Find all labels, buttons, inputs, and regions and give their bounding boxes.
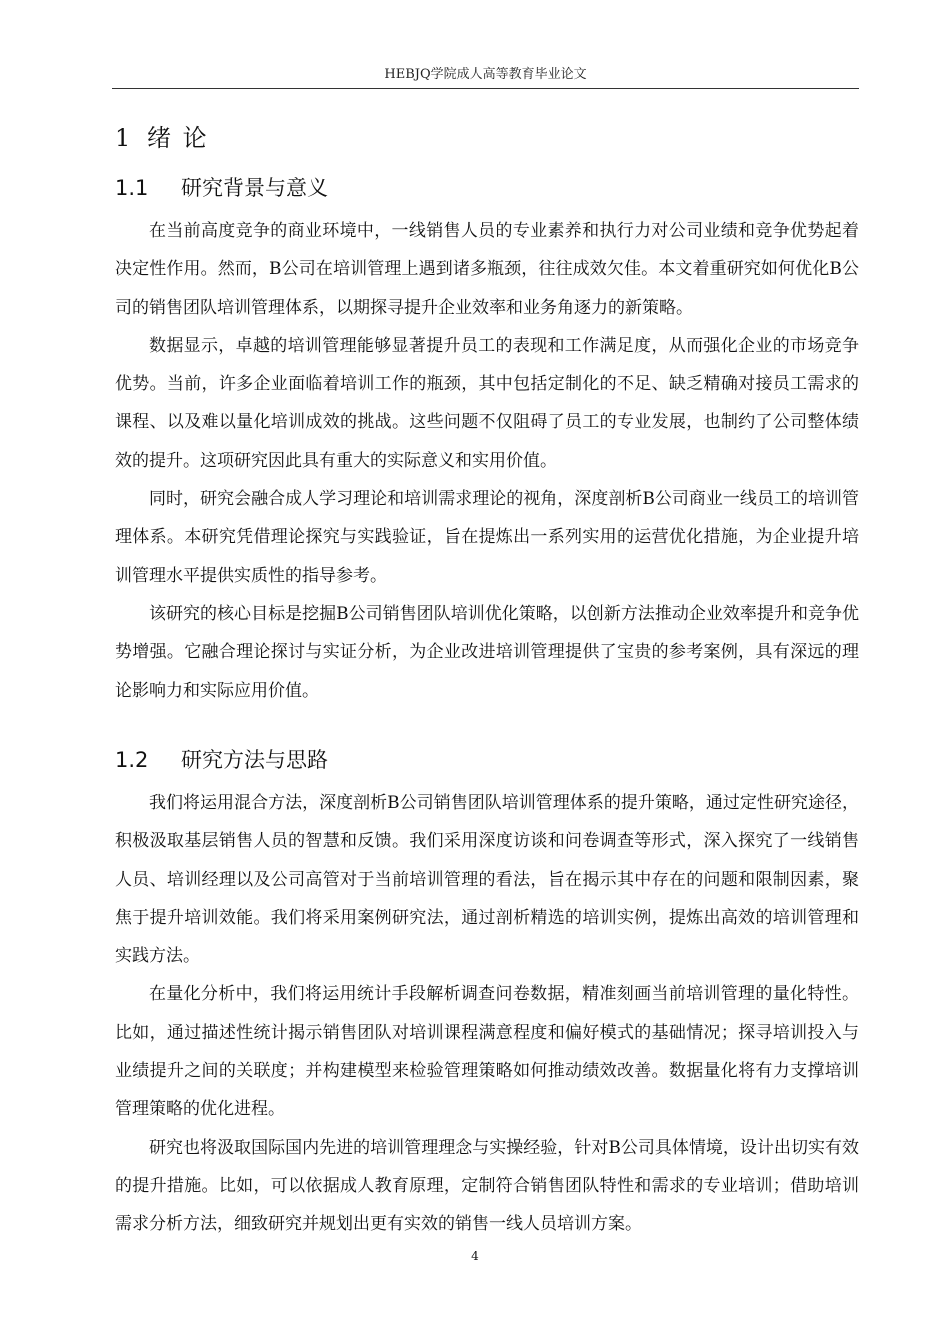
section-number: 1.2 <box>115 748 149 772</box>
chapter-heading: 绪 论 <box>147 124 209 152</box>
chapter-number: 1 <box>115 124 133 152</box>
section-number: 1.1 <box>115 176 149 200</box>
paragraph: 该研究的核心目标是挖掘B公司销售团队培训优化策略，以创新方法推动企业效率提升和竞争优势增强。它融合理论探讨与实证分析，为企业改进培训管理提供了宝贵的参考案例，具有深远的理论影响力和实际应用价值。 <box>115 603 859 701</box>
paragraph: 我们将运用混合方法，深度剖析B公司销售团队培训管理体系的提升策略，通过定性研究途径，积极汲取基层销售人员的智慧和反馈。我们采用深度访谈和问卷调查等形式，深入探究了一线销售人员、培训经理以及公司高管对于当前培训管理的看法，旨在揭示其中存在的问题和限制因素，聚焦于提升培训效能。我们将采用案例研究法，通过剖析精选的培训实例，提炼出高效的培训管理和实践方法。 <box>115 793 859 967</box>
paragraph: 在当前高度竞争的商业环境中，一线销售人员的专业素养和执行力对公司业绩和竞争优势起着决定性作用。然而，B公司在培训管理上遇到诸多瓶颈，往往成效欠佳。本文着重研究如何优化B公司的销售团队培训管理体系，以期探寻提升企业效率和业务角逐力的新策略。 <box>115 221 859 318</box>
paragraph: 在量化分析中，我们将运用统计手段解析调查问卷数据，精准刻画当前培训管理的量化特性。比如，通过描述性统计揭示销售团队对培训课程满意程度和偏好模式的基础情况；探寻培训投入与业绩提升之间的关联度；并构建模型来检验管理策略如何推动绩效改善。数据量化将有力支撑培训管理策略的优化进程。 <box>115 984 859 1120</box>
section-title-1-1 <box>115 172 328 204</box>
section-body-1-2 <box>115 784 859 1244</box>
chapter-title <box>115 120 209 156</box>
paragraph: 同时，研究会融合成人学习理论和培训需求理论的视角，深度剖析B公司商业一线员工的培训管理体系。本研究凭借理论探究与实践验证，旨在提炼出一系列实用的运营优化措施，为企业提升培训管理水平提供实质性的指导参考。 <box>115 489 859 586</box>
page-number: 4 <box>471 1249 479 1263</box>
paragraph: 数据显示，卓越的培训管理能够显著提升员工的表现和工作满足度，从而强化企业的市场竞争优势。当前，许多企业面临着培训工作的瓶颈，其中包括定制化的不足、缺乏精确对接员工需求的课程、以及难以量化培训成效的挑战。这些问题不仅阻碍了员工的专业发展，也制约了公司整体绩效的提升。这项研究因此具有重大的实际意义和实用价值。 <box>115 335 859 471</box>
page-header: HEBJQ学院成人高等教育毕业论文 <box>384 67 587 82</box>
section-body-1-1 <box>115 212 859 710</box>
paragraph: 研究也将汲取国际国内先进的培训管理理念与实操经验，针对B公司具体情境，设计出切实有效的提升措施。比如，可以依据成人教育原理，定制符合销售团队特性和需求的专业培训；借助培训需求分析方法，细致研究并规划出更有实效的销售一线人员培训方案。 <box>115 1137 859 1235</box>
section-title-1-2 <box>115 744 328 776</box>
header-divider <box>112 88 859 89</box>
section-heading: 研究背景与意义 <box>181 176 328 200</box>
section-heading: 研究方法与思路 <box>181 748 328 772</box>
